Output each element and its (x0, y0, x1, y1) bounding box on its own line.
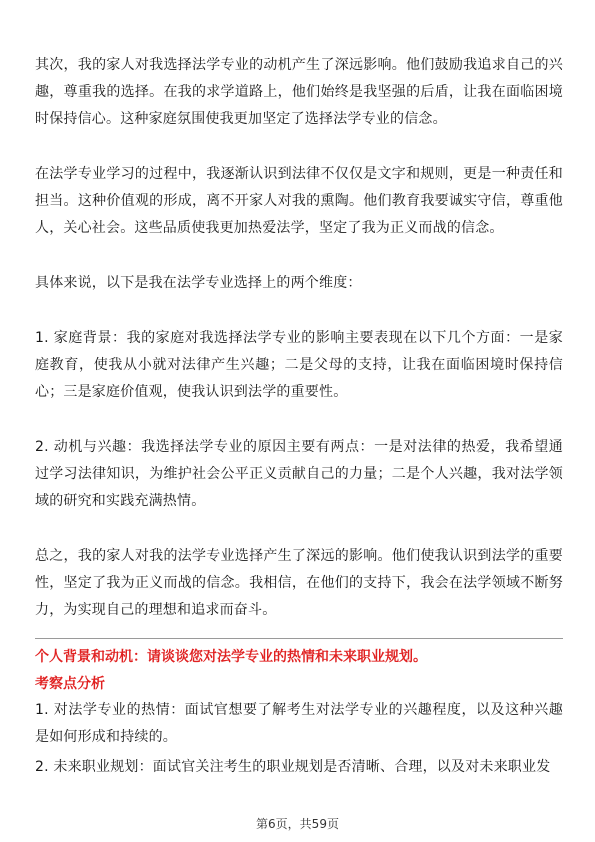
paragraph-law-values: 在法学专业学习的过程中，我逐渐认识到法律不仅仅是文字和规则，更是一种责任和担当。这种价值观的形成，离不开家人对我的熏陶。他们教育我要诚实守信，尊重他人，关心社会。这些品质使我更加热爱法学，坚定了我为正义而战的信念。 (35, 166, 563, 236)
section-divider (35, 638, 563, 639)
page-number-footer: 第6页，共59页 (256, 817, 339, 831)
paragraph-motivation-interest: 2. 动机与兴趣：我选择法学专业的原因主要有两点：一是对法律的热爱，我希望通过学习法律知识，为维护社会公平正义贡献自己的力量；二是个人兴趣，我对法学领域的研究和实践充满热情。 (35, 439, 563, 509)
paragraph-family-background: 1. 家庭背景：我的家庭对我选择法学专业的影响主要表现在以下几个方面：一是家庭教育，使我从小就对法律产生兴趣；二是父母的支持，让我在面临困境时保持信心；三是家庭价值观，使我认识到法学的重要性。 (35, 330, 563, 400)
paragraph-conclusion: 总之，我的家人对我的法学专业选择产生了深远的影响。他们使我认识到法学的重要性，坚定了我为正义而战的信念。我相信，在他们的支持下，我会在法学领域不断努力，为实现自己的理想和追求而奋斗。 (35, 548, 563, 618)
question-heading: 个人背景和动机：请谈谈您对法学专业的热情和未来职业规划。 (35, 649, 427, 665)
paragraph-family-motivation: 其次，我的家人对我选择法学专业的动机产生了深远影响。他们鼓励我追求自己的兴趣，尊重我的选择。在我的求学道路上，他们始终是我坚强的后盾，让我在面临困境时保持信心。这种家庭氛围使我更加坚定了选择法学专业的信念。 (35, 57, 563, 127)
analysis-point-career-plan: 2. 未来职业规划：面试官关注考生的职业规划是否清晰、合理，以及对未来职业发 (35, 759, 551, 775)
analysis-point-passion: 1. 对法学专业的热情：面试官想要了解考生对法学专业的兴趣程度，以及这种兴趣是如何形成和持续的。 (35, 702, 563, 745)
analysis-title: 考察点分析 (35, 676, 105, 692)
page-content (35, 52, 563, 784)
paragraph-two-dimensions-intro: 具体来说，以下是我在法学专业选择上的两个维度： (35, 275, 362, 291)
